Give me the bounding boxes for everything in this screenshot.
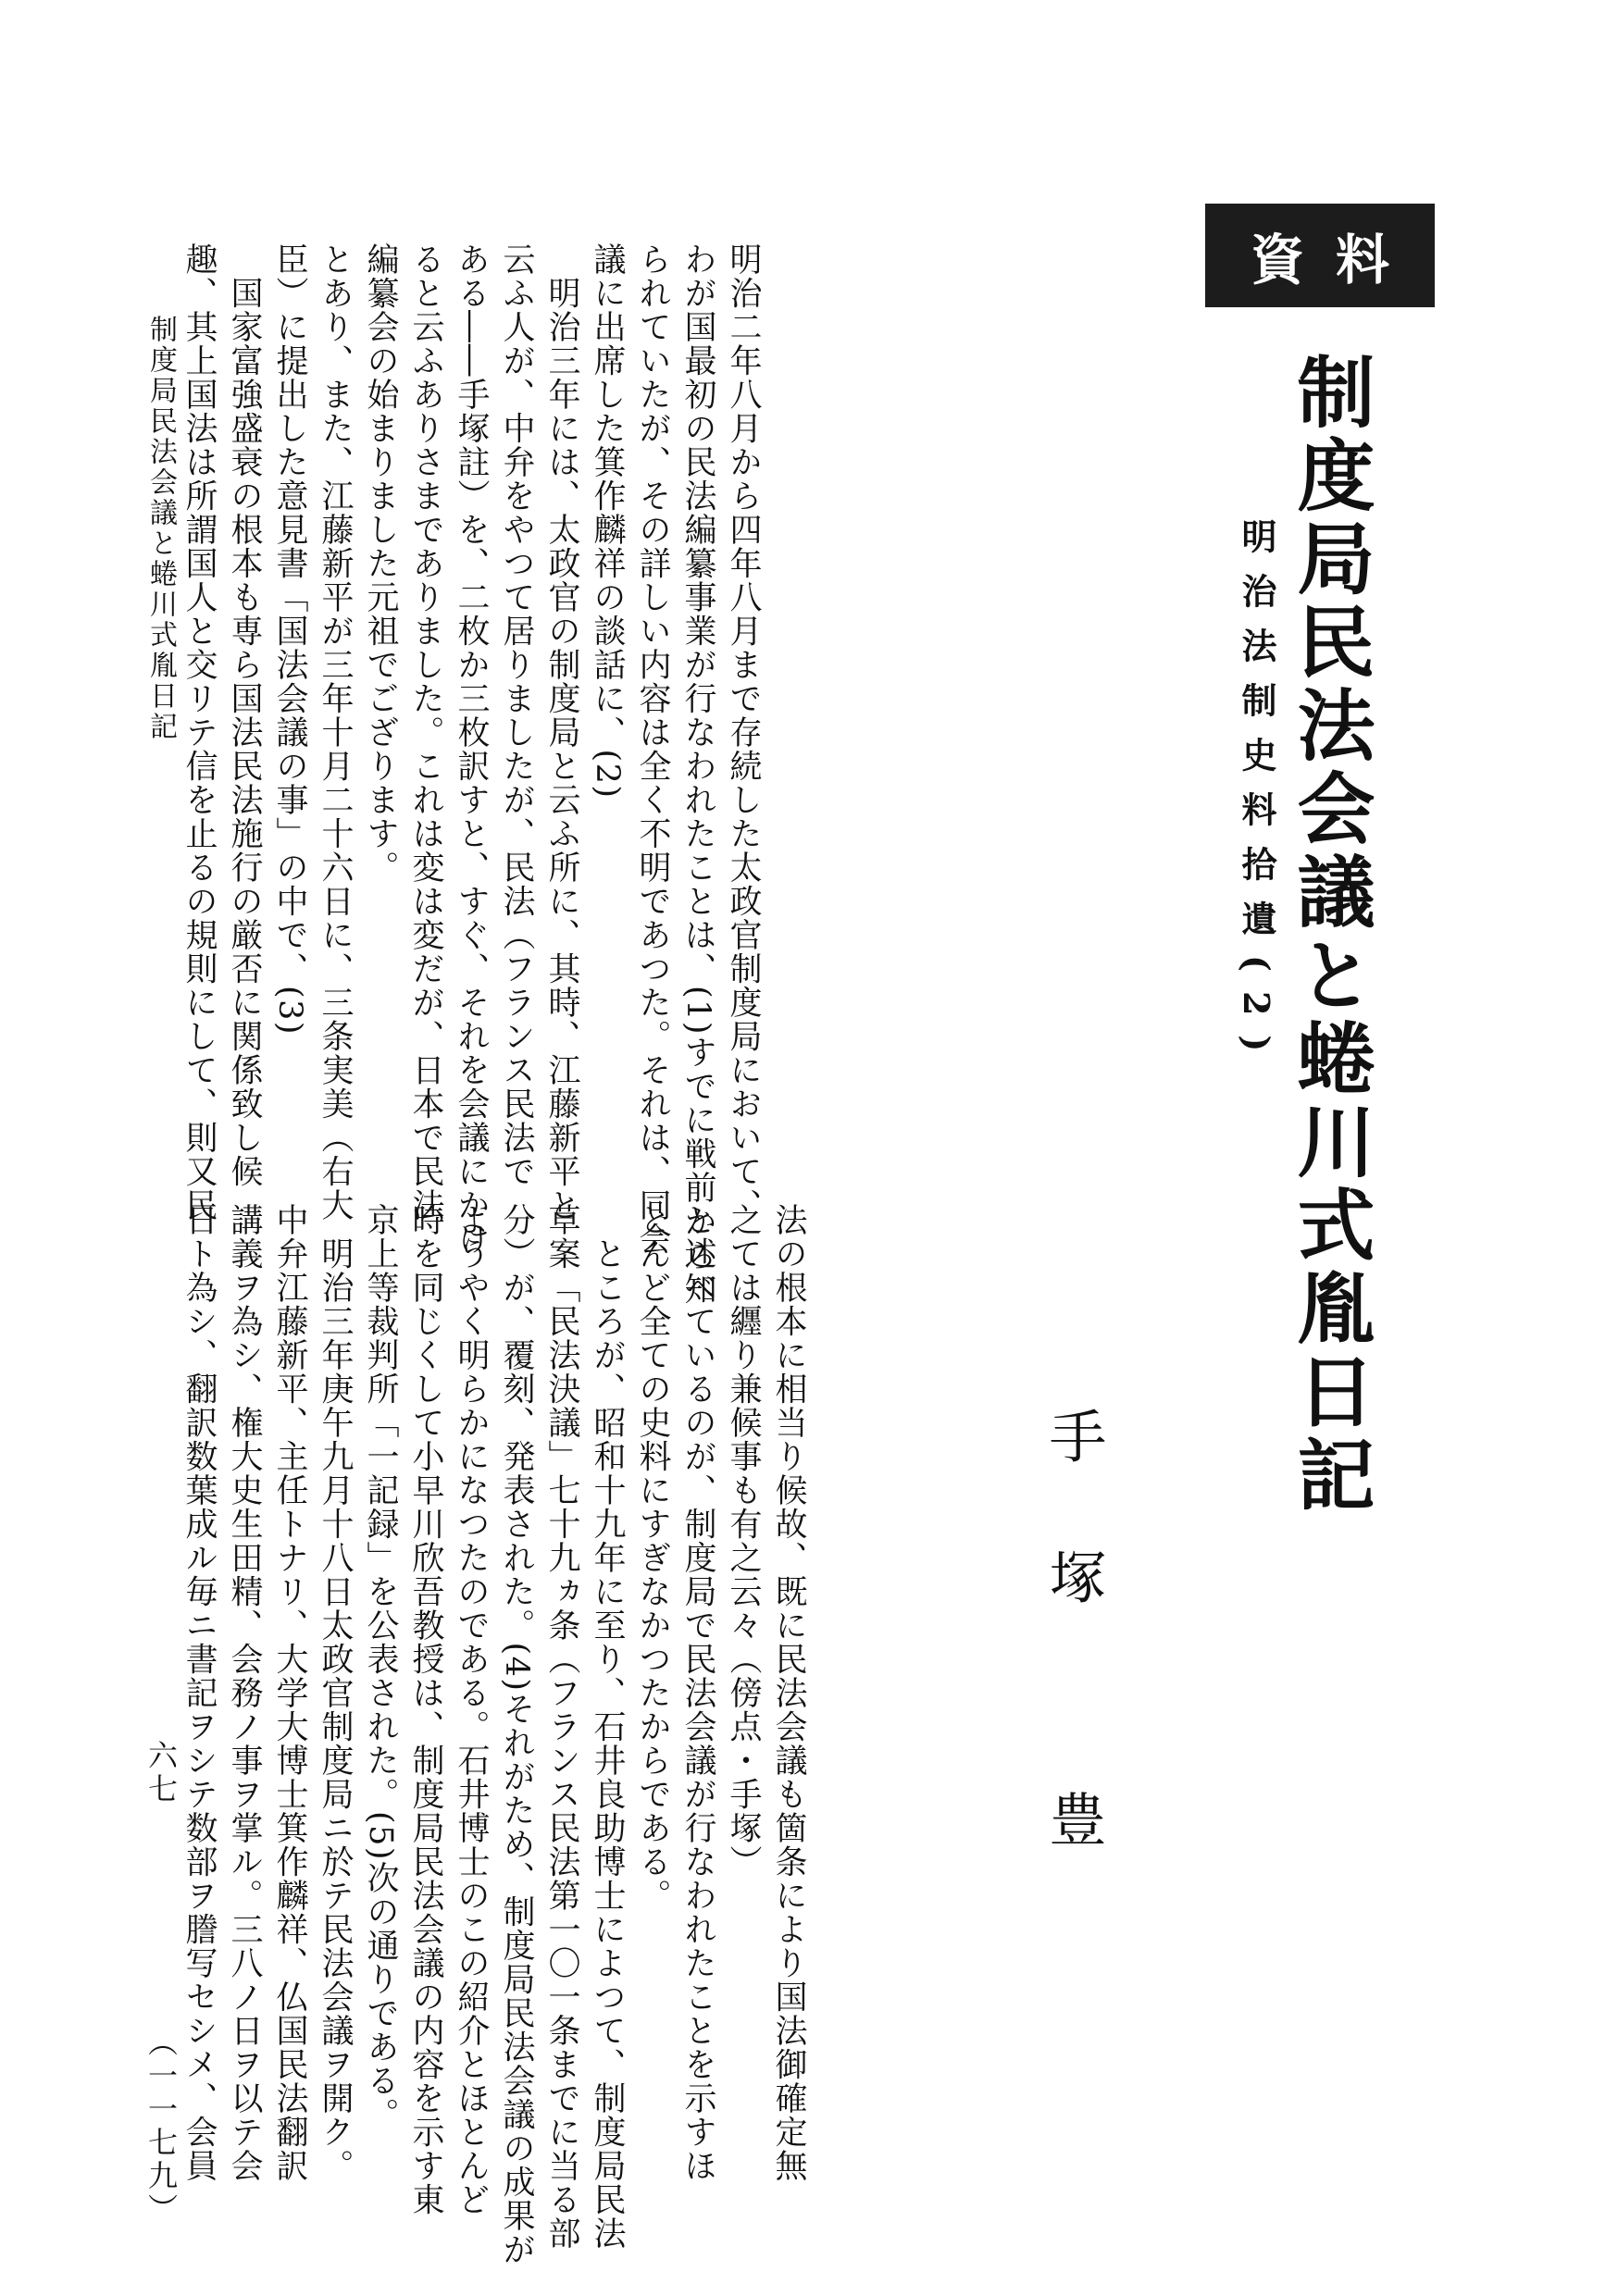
text-line: 編纂会の始まりました元祖でござります。 xyxy=(362,242,399,885)
text-line: 臣）に提出した意見書「国法会議の事」の中で、(3) xyxy=(271,242,308,1036)
text-line: と述べているのが、制度局で民法会議が行なわれたことを示すほ xyxy=(679,1203,716,2183)
section-label: 資料 xyxy=(1205,204,1435,307)
text-line: 京上等裁判所「一記録」を公表された。(5)次の通りである。 xyxy=(362,1203,399,2132)
text-line: 法の根本に相当り候故、既に民法会議も箇条により国法御確定無 xyxy=(770,1203,807,2183)
body-text-upper xyxy=(176,242,765,1306)
page-sequence-number: （一一七九） xyxy=(143,2027,179,2227)
author-name: 手塚 豊 xyxy=(1039,1407,1107,1930)
article-title: 制度局民法会議と蜷川式胤日記 xyxy=(1285,352,1376,1518)
text-line: 趣、其上国法は所謂国人と交リテ信を止るの規則にして、則又民 xyxy=(180,242,218,1222)
text-line: 明治三年には、太政官の制度局と云ふ所に、其時、江藤新平と xyxy=(543,242,580,1222)
text-line: ると云ふありさまでありました。これは変は変だが、日本で民法 xyxy=(407,242,444,1222)
text-line: とんど全ての史料にすぎなかつたからである。 xyxy=(634,1203,671,1913)
text-line: 日ト為シ、翻訳数葉成ル毎ニ書記ヲシテ数部ヲ謄写セシメ、会員 xyxy=(180,1203,218,2183)
article-subtitle: 明治法制史料拾遺(2) xyxy=(1236,518,1277,1072)
text-line: 国家富強盛衰の根本も専ら国法民法施行の厳否に関係致し候 xyxy=(226,242,263,1188)
text-line: わが国最初の民法編纂事業が行なわれたことは、(1)すでに戦前から知 xyxy=(679,242,716,1307)
text-line: 分）が、覆刻、発表された。(4)それがため、制度局民法会議の成果が xyxy=(498,1203,535,2267)
text-line: 明治二年八月から四年八月まで存続した太政官制度局において、 xyxy=(725,242,762,1222)
running-title: 制度局民法会議と蜷川式胤日記 xyxy=(144,315,177,742)
text-line: られていたが、その詳しい内容は全く不明であつた。それは、同会 xyxy=(634,242,671,1256)
text-line: 時を同じくして小早川欣吾教授は、制度局民法会議の内容を示す東 xyxy=(407,1203,444,2216)
page-number: 六七 xyxy=(143,1740,179,1806)
text-line: 議に出席した箕作麟祥の談話に、(2) xyxy=(589,242,626,800)
text-line: とあり、また、江藤新平が三年十月二十六日に、三条実美（右大 xyxy=(317,242,354,1222)
text-line: 講義ヲ為シ、権大史生田精、会務ノ事ヲ掌ル。三八ノ日ヲ以テ会 xyxy=(226,1203,263,2183)
text-line: ようやく明らかになつたのである。石井博士のこの紹介とほとんど xyxy=(453,1203,490,2216)
text-line: ある――手塚註）を、二枚か三枚訳すと、すぐ、それを会議にかけ xyxy=(453,242,490,1256)
body-text-lower xyxy=(176,1203,811,2266)
text-line: 之ては纒り兼候事も有之云々（傍点・手塚） xyxy=(725,1203,762,1879)
text-line: 中弁江藤新平、主任トナリ、大学大博士箕作麟祥、仏国民法翻訳 xyxy=(271,1203,308,2183)
text-line: 明治三年庚午九月十八日太政官制度局ニ於テ民法会議ヲ開ク。 xyxy=(317,1203,354,2183)
text-line: ところが、昭和十九年に至り、石井良助博士によつて、制度局民法 xyxy=(589,1203,626,2251)
text-line: 云ふ人が、中弁をやつて居りましたが、民法（フランス民法で xyxy=(498,242,535,1188)
text-line: 草案「民法決議」七十九ヵ条（フランス民法第一〇一条までに当る部 xyxy=(543,1203,580,2251)
